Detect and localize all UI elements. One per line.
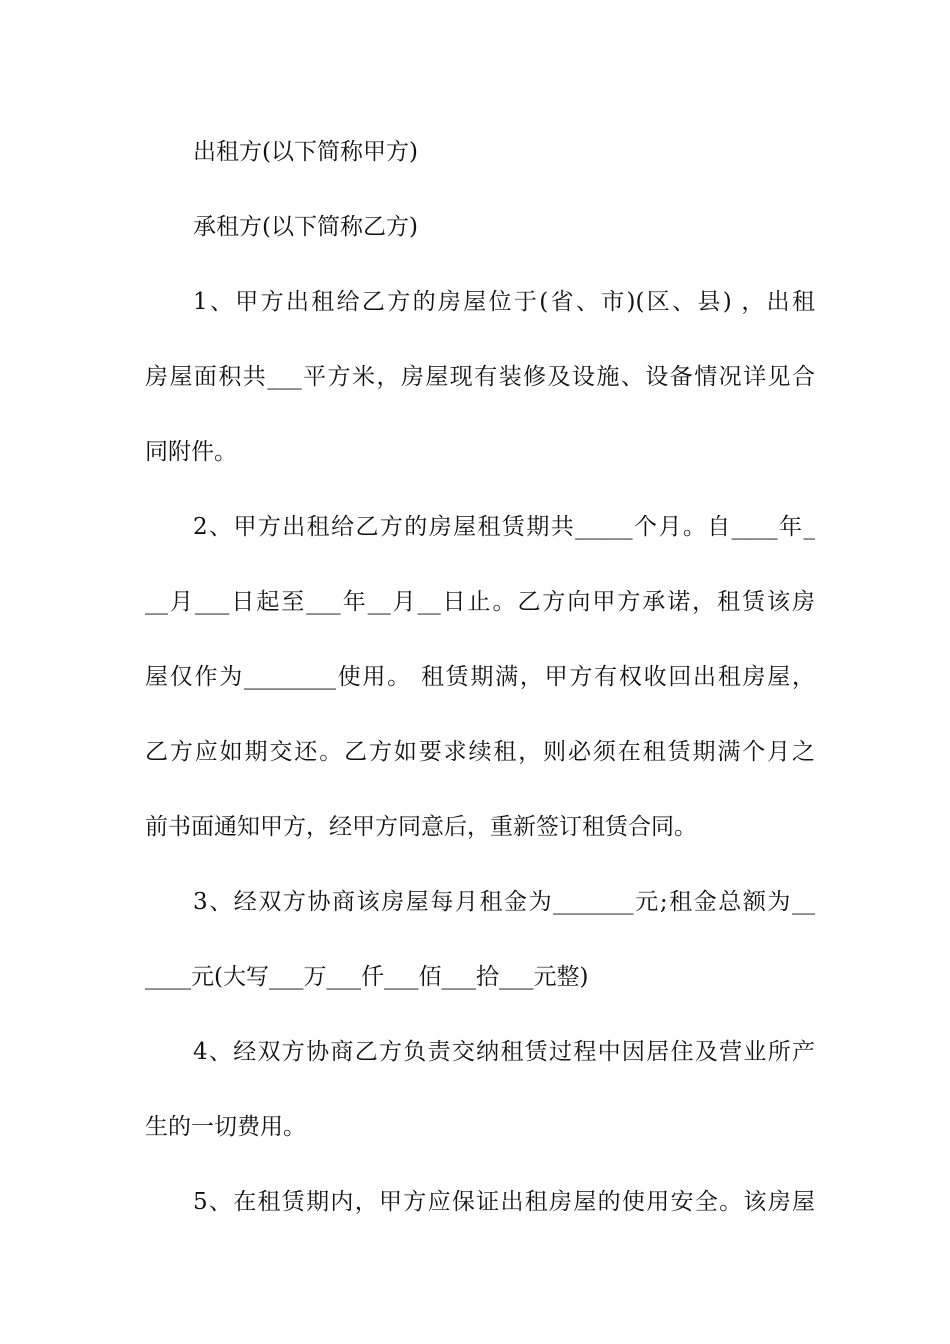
clause-2-line-1: 2、甲方出租给乙方的房屋租赁期共_____个月。自____年_	[193, 514, 815, 540]
clause-3-line-2: ____元(大写___万___仟___佰___拾___元整)	[145, 964, 589, 990]
lessor-line: 出租方(以下简称甲方)	[193, 139, 418, 165]
clause-4-line-1: 4、经双方协商乙方负责交纳租赁过程中因居住及营业所产	[193, 1039, 815, 1065]
clause-2-line-3: 屋仅作为________使用。 租赁期满，甲方有权收回出租房屋，	[145, 664, 815, 690]
clause-3-line-1: 3、经双方协商该房屋每月租金为_______元;租金总额为__	[193, 889, 815, 915]
clause-1-line-2: 房屋面积共___平方米，房屋现有装修及设施、设备情况详见合	[145, 364, 815, 390]
clause-1-line-1: 1、甲方出租给乙方的房屋位于(省、市)(区、县) ，出租	[193, 289, 815, 315]
clause-2-line-5: 前书面通知甲方，经甲方同意后，重新签订租赁合同。	[145, 814, 697, 840]
lessee-line: 承租方(以下简称乙方)	[193, 214, 418, 240]
clause-5-line-1: 5、在租赁期内，甲方应保证出租房屋的使用安全。该房屋	[193, 1189, 815, 1215]
clause-2-line-2: __月___日起至___年__月__日止。乙方向甲方承诺，租赁该房	[145, 589, 815, 615]
clause-4-line-2: 生的一切费用。	[145, 1114, 306, 1140]
clause-1-line-3: 同附件。	[145, 439, 237, 465]
clause-2-line-4: 乙方应如期交还。乙方如要求续租，则必须在租赁期满个月之	[145, 739, 815, 765]
